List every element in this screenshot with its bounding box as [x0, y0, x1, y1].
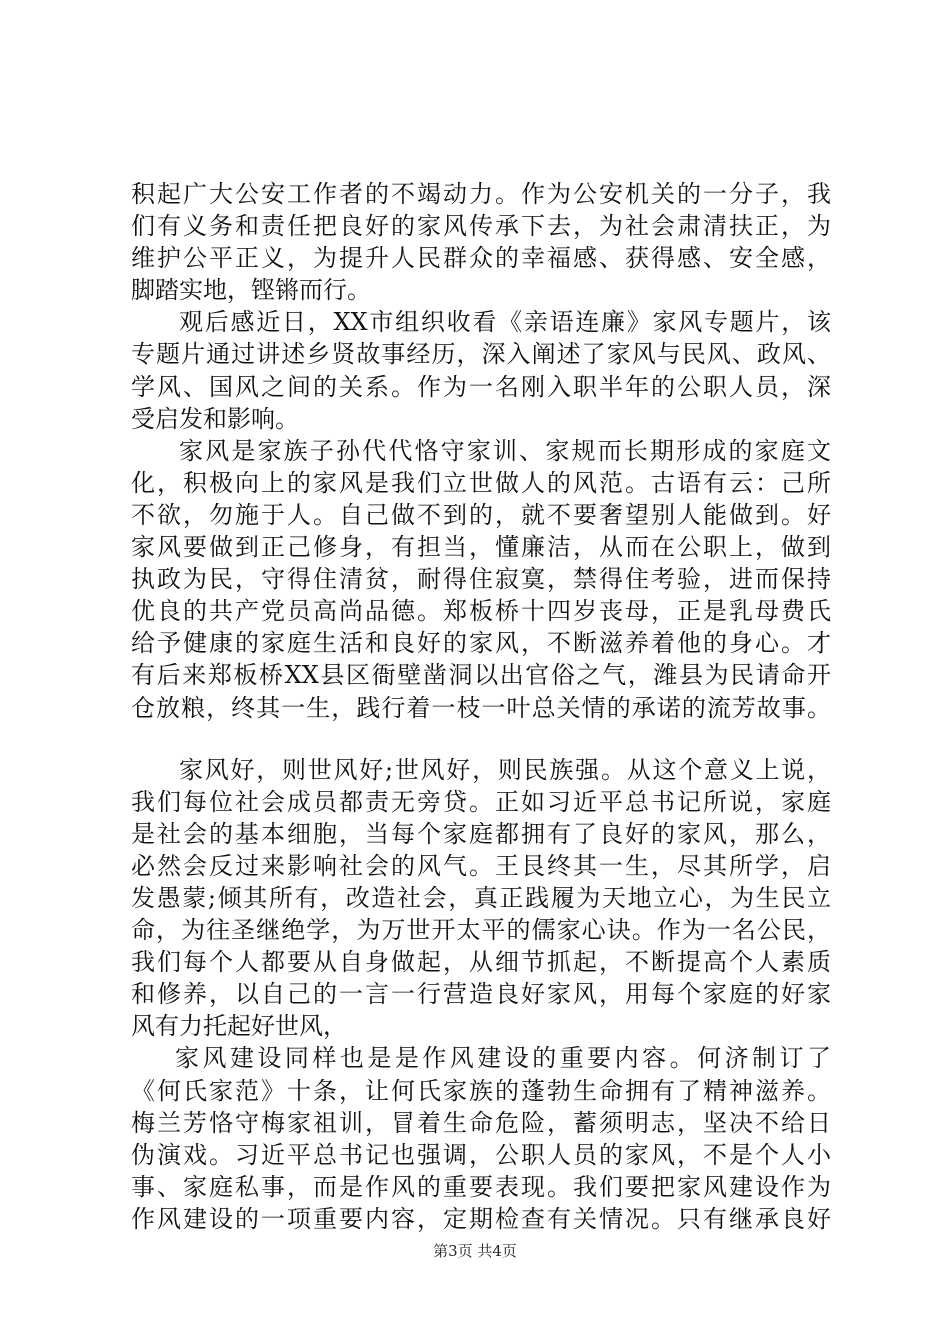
text-line: 命，为往圣继绝学，为万世开太平的儒家心诀。作为一名公民，	[131, 916, 831, 945]
text-line: 有后来郑板桥XX县区衙壁凿洞以出官俗之气，潍县为民请命开	[131, 661, 831, 690]
text-line: 事、家庭私事，而是作风的重要表现。我们要把家风建设作为	[131, 1172, 831, 1201]
text-line: 作风建设的一项重要内容，定期检查有关情况。只有继承良好	[131, 1204, 831, 1233]
text-line: 是社会的基本细胞，当每个家庭都拥有了良好的家风，那么，	[131, 819, 831, 848]
text-line: 脚踏实地，铿锵而行。	[131, 276, 371, 305]
text-line: 学风、国风之间的关系。作为一名刚入职半年的公职人员，深	[131, 372, 831, 401]
text-line: 执政为民，守得住清贫，耐得住寂寞，禁得住考验，进而保持	[131, 565, 831, 594]
text-line: 伪演戏。习近平总书记也强调，公职人员的家风，不是个人小	[131, 1140, 831, 1169]
document-body	[131, 178, 831, 1235]
text-line: 我们每个人都要从自身做起，从细节抓起，不断提高个人素质	[131, 948, 831, 977]
paragraph-first-line: 观后感近日，XX市组织收看《亲语连廉》家风专题片，该	[179, 308, 831, 337]
text-line: 维护公平正义，为提升人民群众的幸福感、获得感、安全感，	[131, 244, 831, 273]
text-line: 们有义务和责任把良好的家风传承下去，为社会肃清扶正，为	[131, 212, 831, 241]
paragraph-first-line: 家风好，则世风好;世风好，则民族强。从这个意义上说，	[179, 755, 831, 784]
text-line: 给予健康的家庭生活和良好的家风，不断滋养着他的身心。才	[131, 629, 831, 658]
text-line: 化，积极向上的家风是我们立世做人的风范。古语有云：己所	[131, 468, 831, 497]
text-line: 发愚蒙;倾其所有，改造社会，真正践履为天地立心，为生民立	[131, 883, 831, 912]
text-line: 《何氏家范》十条，让何氏家族的蓬勃生命拥有了精神滋养。	[131, 1076, 831, 1105]
text-line: 和修养，以自己的一言一行营造良好家风，用每个家庭的好家	[131, 980, 831, 1009]
text-line: 仓放粮，终其一生，践行着一枝一叶总关情的承诺的流芳故事。	[131, 693, 831, 722]
text-line: 积起广大公安工作者的不竭动力。作为公安机关的一分子，我	[131, 180, 831, 208]
paragraph-first-line: 家风是家族子孙代代恪守家训、家规而长期形成的家庭文	[179, 436, 831, 465]
text-line: 受启发和影响。	[131, 404, 299, 433]
text-line: 专题片通过讲述乡贤故事经历，深入阐述了家风与民风、政风、	[131, 340, 831, 369]
text-line: 必然会反过来影响社会的风气。王艮终其一生，尽其所学，启	[131, 851, 831, 880]
page-number-footer: 第3页 共4页	[433, 1242, 517, 1260]
text-line: 家风要做到正己修身，有担当，懂廉洁，从而在公职上，做到	[131, 533, 831, 562]
text-line: 我们每位社会成员都责无旁贷。正如习近平总书记所说，家庭	[131, 787, 831, 816]
text-line: 不欲，勿施于人。自己做不到的，就不要奢望别人能做到。好	[131, 500, 831, 529]
text-line: 优良的共产党员高尚品德。郑板桥十四岁丧母，正是乳母费氏	[131, 597, 831, 626]
text-line: 风有力托起好世风，	[131, 1012, 347, 1041]
paragraph-first-line: 家风建设同样也是是作风建设的重要内容。何济制订了	[175, 1044, 831, 1073]
text-line: 梅兰芳恪守梅家祖训，冒着生命危险，蓄须明志，坚决不给日	[131, 1108, 831, 1137]
